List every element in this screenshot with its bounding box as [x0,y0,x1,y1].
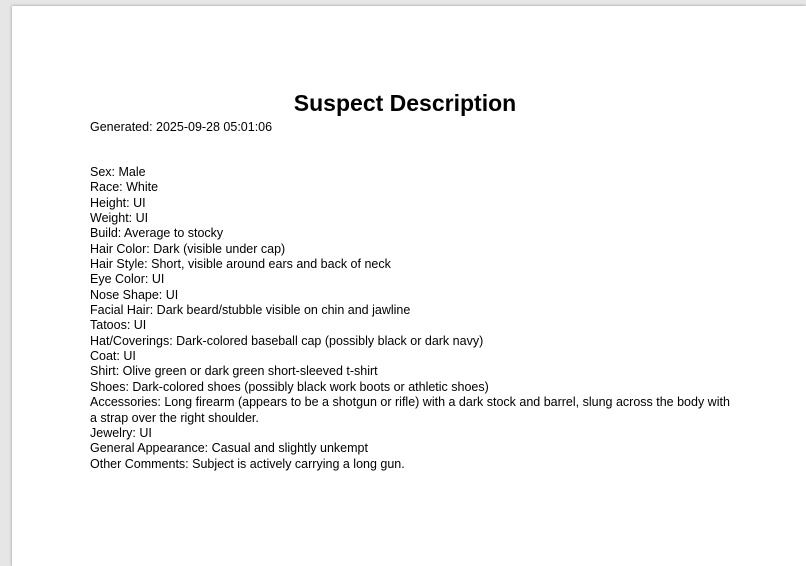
field-build: Build: Average to stocky [90,226,224,241]
field-eye-color: Eye Color: UI [90,272,165,287]
field-hair-style: Hair Style: Short, visible around ears and back of neck [90,257,391,272]
field-jewelry: Jewelry: UI [90,425,152,440]
field-shoes: Shoes: Dark-colored shoes (possibly black work boots or athletic shoes) [90,379,489,394]
page-title: Suspect Description [293,90,517,116]
field-accessories: Accessories: Long firearm (appears to be a shotgun or rifle) with a dark stock and barrel, slung across the body with a strap over the right shoulder. [90,395,730,425]
field-weight: Weight: UI [90,211,149,226]
description-field-list [90,165,730,472]
document-page [12,6,806,566]
field-other-comments: Other Comments: Subject is actively carrying a long gun. [90,456,405,471]
field-height: Height: UI [90,195,146,210]
field-shirt: Shirt: Olive green or dark green short-sleeved t-shirt [90,364,378,379]
field-facial-hair: Facial Hair: Dark beard/stubble visible on chin and jawline [90,303,411,318]
field-coat: Coat: UI [90,349,136,364]
field-sex: Sex: Male [90,165,146,179]
field-nose-shape: Nose Shape: UI [90,287,179,302]
field-hair-color: Hair Color: Dark (visible under cap) [90,241,286,256]
field-race: Race: White [90,180,159,195]
field-general-appearance: General Appearance: Casual and slightly unkempt [90,441,368,456]
field-hat-coverings: Hat/Coverings: Dark-colored baseball cap (possibly black or dark navy) [90,333,484,348]
field-tatoos: Tatoos: UI [90,318,147,333]
generated-timestamp: Generated: 2025-09-28 05:01:06 [90,120,273,134]
